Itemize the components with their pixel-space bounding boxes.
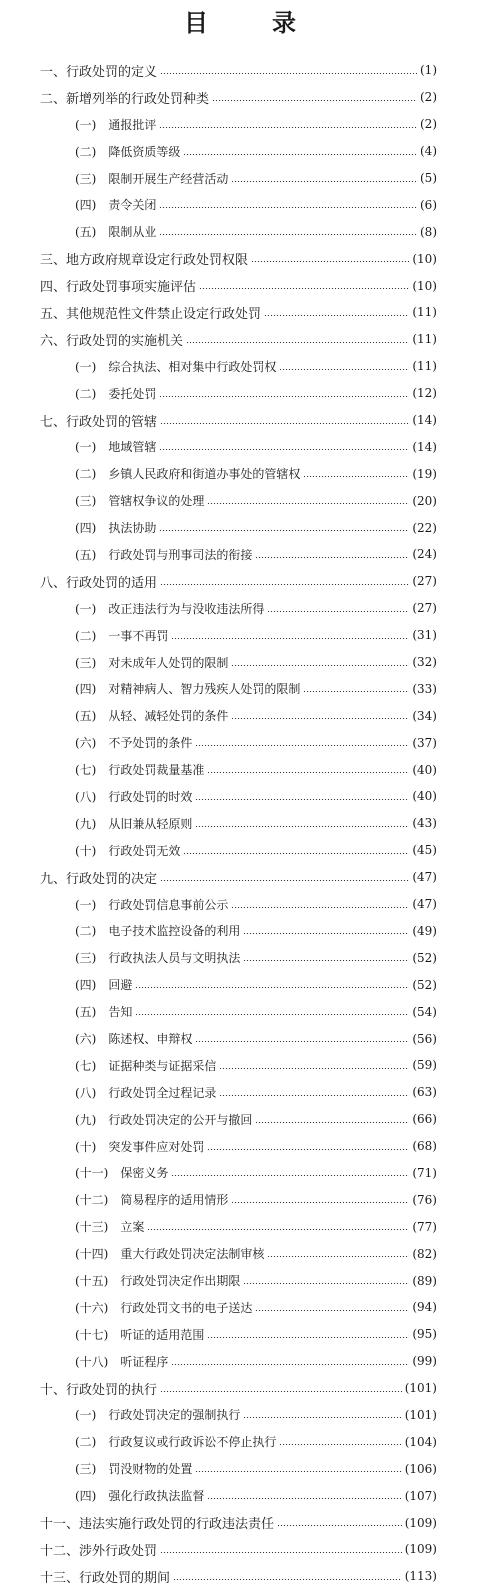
toc-section-entry[interactable] bbox=[0, 1294, 480, 1321]
toc-entry-label: (一) 综合执法、相对集中行政处罚权 bbox=[75, 359, 277, 374]
dot-leader bbox=[279, 1444, 401, 1445]
dot-leader bbox=[159, 207, 417, 208]
dot-leader bbox=[264, 315, 409, 316]
dot-leader bbox=[135, 987, 409, 988]
toc-entry-label: 五、其他规范性文件禁止设定行政处罚 bbox=[40, 306, 262, 322]
dot-leader bbox=[186, 342, 409, 343]
toc-page-number: (68) bbox=[412, 1139, 437, 1154]
dot-leader bbox=[160, 584, 409, 585]
dot-leader bbox=[212, 100, 417, 101]
toc-page-number: (56) bbox=[412, 1031, 437, 1046]
toc-entry-label: (二) 行政复议或行政诉讼不停止执行 bbox=[75, 1435, 277, 1450]
dot-leader bbox=[160, 423, 409, 424]
toc-section-entry[interactable] bbox=[0, 191, 480, 218]
toc-entry-label: (四) 回避 bbox=[75, 978, 133, 993]
toc-page-number: (34) bbox=[412, 708, 437, 723]
toc-page-number: (77) bbox=[412, 1219, 437, 1234]
toc-entry-label: (十四) 重大行政处罚决定法制审核 bbox=[75, 1247, 265, 1262]
toc-page-number: (14) bbox=[412, 439, 437, 454]
dot-leader bbox=[243, 933, 409, 934]
toc-entry-label: 十一、违法实施行政处罚的行政违法责任 bbox=[40, 1517, 275, 1533]
dot-leader bbox=[231, 718, 409, 719]
toc-entry-label: (二) 委托处罚 bbox=[75, 386, 157, 401]
toc-page-number: (10) bbox=[412, 278, 437, 293]
toc-page-number: (14) bbox=[412, 413, 437, 428]
toc-entry-label: 十二、涉外行政处罚 bbox=[40, 1543, 158, 1559]
dot-leader bbox=[171, 1175, 409, 1176]
toc-entry-label: (七) 证据种类与证据采信 bbox=[75, 1058, 217, 1073]
dot-leader bbox=[195, 799, 409, 800]
toc-section-entry[interactable] bbox=[0, 487, 480, 514]
toc-chapter-entry[interactable] bbox=[0, 1536, 480, 1563]
dot-leader bbox=[267, 611, 409, 612]
toc-page-number: (11) bbox=[412, 332, 437, 347]
toc-page-number: (104) bbox=[404, 1434, 437, 1449]
toc-page-number: (1) bbox=[420, 63, 437, 78]
toc-chapter-entry[interactable] bbox=[0, 84, 480, 111]
toc-page-number: (101) bbox=[404, 1381, 437, 1396]
toc-entry-label: (十七) 听证的适用范围 bbox=[75, 1327, 205, 1342]
toc-page-number: (45) bbox=[412, 843, 437, 858]
toc-section-entry[interactable] bbox=[0, 1186, 480, 1213]
toc-chapter-entry[interactable] bbox=[0, 568, 480, 595]
toc-page-number: (20) bbox=[412, 493, 437, 508]
toc-entry-label: 四、行政处罚事项实施评估 bbox=[40, 280, 197, 296]
toc-entry-label: (四) 对精神病人、智力残疾人处罚的限制 bbox=[75, 682, 301, 697]
toc-page-number: (89) bbox=[412, 1273, 437, 1288]
toc-page-number: (66) bbox=[412, 1112, 437, 1127]
dot-leader bbox=[277, 1525, 402, 1526]
toc-entry-label: (三) 管辖权争议的处理 bbox=[75, 494, 205, 509]
toc-page-number: (6) bbox=[420, 197, 437, 212]
toc-entry-label: (八) 行政处罚的时效 bbox=[75, 789, 193, 804]
dot-leader bbox=[159, 530, 409, 531]
toc-entry-label: (十一) 保密义务 bbox=[75, 1166, 169, 1181]
toc-section-entry[interactable] bbox=[0, 998, 480, 1025]
toc-section-entry[interactable] bbox=[0, 649, 480, 676]
toc-entry-label: (一) 行政处罚决定的强制执行 bbox=[75, 1408, 241, 1423]
toc-section-entry[interactable] bbox=[0, 595, 480, 622]
toc-page-number: (37) bbox=[412, 735, 437, 750]
toc-entry-label: (四) 执法协助 bbox=[75, 521, 157, 536]
dot-leader bbox=[195, 1041, 409, 1042]
toc-page-number: (2) bbox=[420, 90, 437, 105]
toc-section-entry[interactable] bbox=[0, 622, 480, 649]
toc-section-entry[interactable] bbox=[0, 218, 480, 245]
toc-page-number: (71) bbox=[412, 1165, 437, 1180]
toc-entry-label: (二) 降低资质等级 bbox=[75, 144, 181, 159]
dot-leader bbox=[159, 127, 417, 128]
toc-section-entry[interactable] bbox=[0, 837, 480, 864]
toc-section-entry[interactable] bbox=[0, 1106, 480, 1133]
toc-page-number: (2) bbox=[420, 117, 437, 132]
toc-entry-label: (六) 陈述权、申辩权 bbox=[75, 1032, 193, 1046]
toc-section-entry[interactable] bbox=[0, 1160, 480, 1187]
toc-section-entry[interactable] bbox=[0, 138, 480, 165]
toc-entry-label: (十) 突发事件应对处罚 bbox=[75, 1139, 205, 1154]
toc-entry-label: (五) 告知 bbox=[75, 1005, 133, 1020]
toc-page-number: (24) bbox=[412, 547, 437, 562]
toc-page-number: (63) bbox=[412, 1085, 437, 1100]
toc-entry-label: (十五) 行政处罚决定作出期限 bbox=[75, 1274, 241, 1289]
toc-page-number: (27) bbox=[412, 601, 437, 616]
dot-leader bbox=[207, 1498, 401, 1499]
dot-leader bbox=[195, 745, 409, 746]
toc-section-entry[interactable] bbox=[0, 810, 480, 837]
toc-page-number: (47) bbox=[412, 897, 437, 912]
dot-leader bbox=[159, 449, 409, 450]
toc-page-number: (106) bbox=[404, 1461, 437, 1476]
toc-page-number: (27) bbox=[412, 574, 437, 589]
toc-page-number: (95) bbox=[412, 1327, 437, 1342]
dot-leader bbox=[231, 181, 417, 182]
toc-section-entry[interactable] bbox=[0, 783, 480, 810]
dot-leader bbox=[160, 1552, 402, 1553]
dot-leader bbox=[231, 665, 409, 666]
toc-page-number: (40) bbox=[412, 789, 437, 804]
dot-leader bbox=[207, 772, 409, 773]
toc-page-number: (109) bbox=[404, 1542, 437, 1557]
toc-section-entry[interactable] bbox=[0, 433, 480, 460]
dot-leader bbox=[251, 261, 409, 262]
toc-entry-label: (十二) 简易程序的适用情形 bbox=[75, 1193, 229, 1208]
dot-leader bbox=[159, 234, 417, 235]
toc-page-number: (113) bbox=[404, 1569, 437, 1584]
toc-entry-label: (五) 行政处罚与刑事司法的衔接 bbox=[75, 547, 253, 562]
toc-entry-label: (七) 行政处罚裁量基准 bbox=[75, 763, 205, 778]
dot-leader bbox=[303, 691, 409, 692]
toc-entry-label: (四) 强化行政执法监督 bbox=[75, 1489, 205, 1504]
toc-section-entry[interactable] bbox=[0, 891, 480, 918]
toc-page-number: (49) bbox=[412, 923, 437, 938]
toc-page-number: (94) bbox=[412, 1300, 437, 1315]
toc-page-number: (19) bbox=[412, 466, 437, 481]
toc-page-number: (59) bbox=[412, 1058, 437, 1073]
toc-entry-label: (二) 乡镇人民政府和街道办事处的管辖权 bbox=[75, 467, 301, 482]
toc-entry-label: (十六) 行政处罚文书的电子送达 bbox=[75, 1300, 253, 1315]
toc-page-number: (12) bbox=[412, 386, 437, 401]
dot-leader bbox=[243, 1283, 409, 1284]
toc-entry-label: (八) 行政处罚全过程记录 bbox=[75, 1085, 217, 1100]
toc-section-entry[interactable] bbox=[0, 702, 480, 729]
toc-page-number: (32) bbox=[412, 655, 437, 670]
dot-leader bbox=[160, 880, 409, 881]
toc-chapter-entry[interactable] bbox=[0, 864, 480, 891]
toc-section-entry[interactable] bbox=[0, 353, 480, 380]
toc-entry-label: 九、行政处罚的决定 bbox=[40, 871, 158, 887]
toc-section-entry[interactable] bbox=[0, 1482, 480, 1509]
dot-leader bbox=[160, 1391, 402, 1392]
toc-entry-label: (九) 行政处罚决定的公开与撤回 bbox=[75, 1112, 253, 1127]
toc-section-entry[interactable] bbox=[0, 944, 480, 971]
dot-leader bbox=[147, 1229, 409, 1230]
toc-section-entry[interactable] bbox=[0, 1402, 480, 1429]
toc-entry-label: 六、行政处罚的实施机关 bbox=[40, 333, 184, 349]
toc-entry-label: 一、行政处罚的定义 bbox=[40, 64, 158, 80]
toc-page-number: (10) bbox=[412, 251, 437, 266]
toc-section-entry[interactable] bbox=[0, 1079, 480, 1106]
dot-leader bbox=[243, 960, 409, 961]
toc-entry-label: (二) 电子技术监控设备的利用 bbox=[75, 924, 241, 939]
dot-leader bbox=[267, 1256, 409, 1257]
toc-page-number: (8) bbox=[420, 224, 437, 239]
toc-chapter-entry[interactable] bbox=[0, 326, 480, 353]
toc-section-entry[interactable] bbox=[0, 514, 480, 541]
toc-page-number: (54) bbox=[412, 1004, 437, 1019]
toc-section-entry[interactable] bbox=[0, 1052, 480, 1079]
toc-page-number: (11) bbox=[412, 305, 437, 320]
toc-entry-label: 十、行政处罚的执行 bbox=[40, 1382, 158, 1398]
toc-entry-label: 十三、行政处罚的期间 bbox=[40, 1570, 171, 1586]
toc-page-number: (11) bbox=[412, 359, 437, 374]
toc-section-entry[interactable] bbox=[0, 541, 480, 568]
toc-chapter-entry[interactable] bbox=[0, 1563, 480, 1590]
page-title: 目 录 bbox=[184, 9, 316, 37]
toc-page-number: (43) bbox=[412, 816, 437, 831]
toc-section-entry[interactable] bbox=[0, 1321, 480, 1348]
toc-page-number: (47) bbox=[412, 870, 437, 885]
toc-section-entry[interactable] bbox=[0, 675, 480, 702]
toc-entry-label: (六) 不予处罚的条件 bbox=[75, 736, 193, 751]
dot-leader bbox=[135, 1014, 409, 1015]
toc-page-number: (99) bbox=[412, 1354, 437, 1369]
dot-leader bbox=[231, 907, 409, 908]
toc-section-entry[interactable] bbox=[0, 1455, 480, 1482]
toc-section-entry[interactable] bbox=[0, 918, 480, 945]
toc-section-entry[interactable] bbox=[0, 111, 480, 138]
toc-entry-label: (一) 改正违法行为与没收违法所得 bbox=[75, 601, 265, 616]
toc-chapter-entry[interactable] bbox=[0, 272, 480, 299]
dot-leader bbox=[255, 1310, 409, 1311]
toc-section-entry[interactable] bbox=[0, 1133, 480, 1160]
toc-chapter-entry[interactable] bbox=[0, 245, 480, 272]
dot-leader bbox=[159, 396, 409, 397]
dot-leader bbox=[219, 1068, 409, 1069]
toc-entry-label: 二、新增列举的行政处罚种类 bbox=[40, 91, 210, 107]
toc-page-number: (5) bbox=[420, 171, 437, 185]
toc-entry-label: 七、行政处罚的管辖 bbox=[40, 414, 158, 430]
dot-leader bbox=[279, 369, 409, 370]
toc-page-number: (82) bbox=[412, 1246, 437, 1261]
dot-leader bbox=[255, 1122, 409, 1123]
toc-section-entry[interactable] bbox=[0, 1428, 480, 1455]
toc-entry-label: (三) 罚没财物的处置 bbox=[75, 1462, 193, 1477]
toc-page-number: (22) bbox=[412, 520, 437, 535]
dot-leader bbox=[219, 1095, 409, 1096]
toc-page-number: (33) bbox=[412, 681, 437, 696]
toc-entry-label: (十三) 立案 bbox=[75, 1220, 145, 1235]
dot-leader bbox=[171, 1364, 409, 1365]
toc-page-number: (31) bbox=[412, 628, 437, 643]
toc-entry-label: (五) 限制从业 bbox=[75, 225, 157, 240]
toc-chapter-entry[interactable] bbox=[0, 57, 480, 84]
table-of-contents bbox=[0, 57, 480, 1590]
toc-page-number: (52) bbox=[412, 950, 437, 965]
dot-leader bbox=[231, 1202, 409, 1203]
dot-leader bbox=[173, 1579, 402, 1580]
dot-leader bbox=[195, 826, 409, 827]
toc-entry-label: (一) 通报批评 bbox=[75, 117, 157, 132]
toc-section-entry[interactable] bbox=[0, 971, 480, 998]
toc-page-number: (76) bbox=[412, 1192, 437, 1207]
dot-leader bbox=[183, 853, 409, 854]
toc-chapter-entry[interactable] bbox=[0, 407, 480, 434]
toc-entry-label: (一) 地域管辖 bbox=[75, 440, 157, 455]
dot-leader bbox=[171, 638, 409, 639]
toc-entry-label: (二) 一事不再罚 bbox=[75, 628, 169, 643]
toc-section-entry[interactable] bbox=[0, 1240, 480, 1267]
toc-section-entry[interactable] bbox=[0, 165, 480, 192]
toc-chapter-entry[interactable] bbox=[0, 1375, 480, 1402]
dot-leader bbox=[183, 154, 417, 155]
toc-entry-label: (十八) 听证程序 bbox=[75, 1354, 169, 1369]
toc-entry-label: (三) 限制开展生产经营活动 bbox=[75, 171, 229, 186]
dot-leader bbox=[207, 503, 409, 504]
toc-page-number: (107) bbox=[404, 1488, 437, 1503]
toc-entry-label: 八、行政处罚的适用 bbox=[40, 575, 158, 591]
toc-entry-label: (三) 行政执法人员与文明执法 bbox=[75, 951, 241, 966]
toc-entry-label: (五) 从轻、减轻处罚的条件 bbox=[75, 709, 229, 724]
toc-page-number: (4) bbox=[420, 144, 437, 159]
dot-leader bbox=[199, 288, 409, 289]
dot-leader bbox=[195, 1471, 401, 1472]
dot-leader bbox=[243, 1417, 401, 1418]
dot-leader bbox=[303, 476, 409, 477]
toc-page-number: (101) bbox=[404, 1407, 437, 1422]
dot-leader bbox=[207, 1337, 409, 1338]
toc-section-entry[interactable] bbox=[0, 1213, 480, 1240]
dot-leader bbox=[207, 1149, 409, 1150]
toc-entry-label: (一) 行政处罚信息事前公示 bbox=[75, 897, 229, 912]
dot-leader bbox=[255, 557, 409, 558]
toc-page-number: (109) bbox=[404, 1515, 437, 1530]
toc-entry-label: (九) 从旧兼从轻原则 bbox=[75, 816, 193, 831]
toc-entry-label: (四) 责令关闭 bbox=[75, 198, 157, 213]
toc-section-entry[interactable] bbox=[0, 1267, 480, 1294]
toc-page-number: (52) bbox=[412, 977, 437, 992]
toc-section-entry[interactable] bbox=[0, 380, 480, 407]
toc-entry-label: 三、地方政府规章设定行政处罚权限 bbox=[40, 253, 249, 269]
toc-chapter-entry[interactable] bbox=[0, 1509, 480, 1536]
toc-entry-label: (十) 行政处罚无效 bbox=[75, 843, 181, 858]
toc-section-entry[interactable] bbox=[0, 729, 480, 756]
toc-section-entry[interactable] bbox=[0, 1348, 480, 1375]
toc-page-number: (40) bbox=[412, 762, 437, 777]
toc-chapter-entry[interactable] bbox=[0, 299, 480, 326]
dot-leader bbox=[160, 73, 417, 74]
toc-entry-label: (三) 对未成年人处罚的限制 bbox=[75, 655, 229, 670]
toc-section-entry[interactable] bbox=[0, 756, 480, 783]
toc-section-entry[interactable] bbox=[0, 460, 480, 487]
toc-section-entry[interactable] bbox=[0, 1025, 480, 1052]
